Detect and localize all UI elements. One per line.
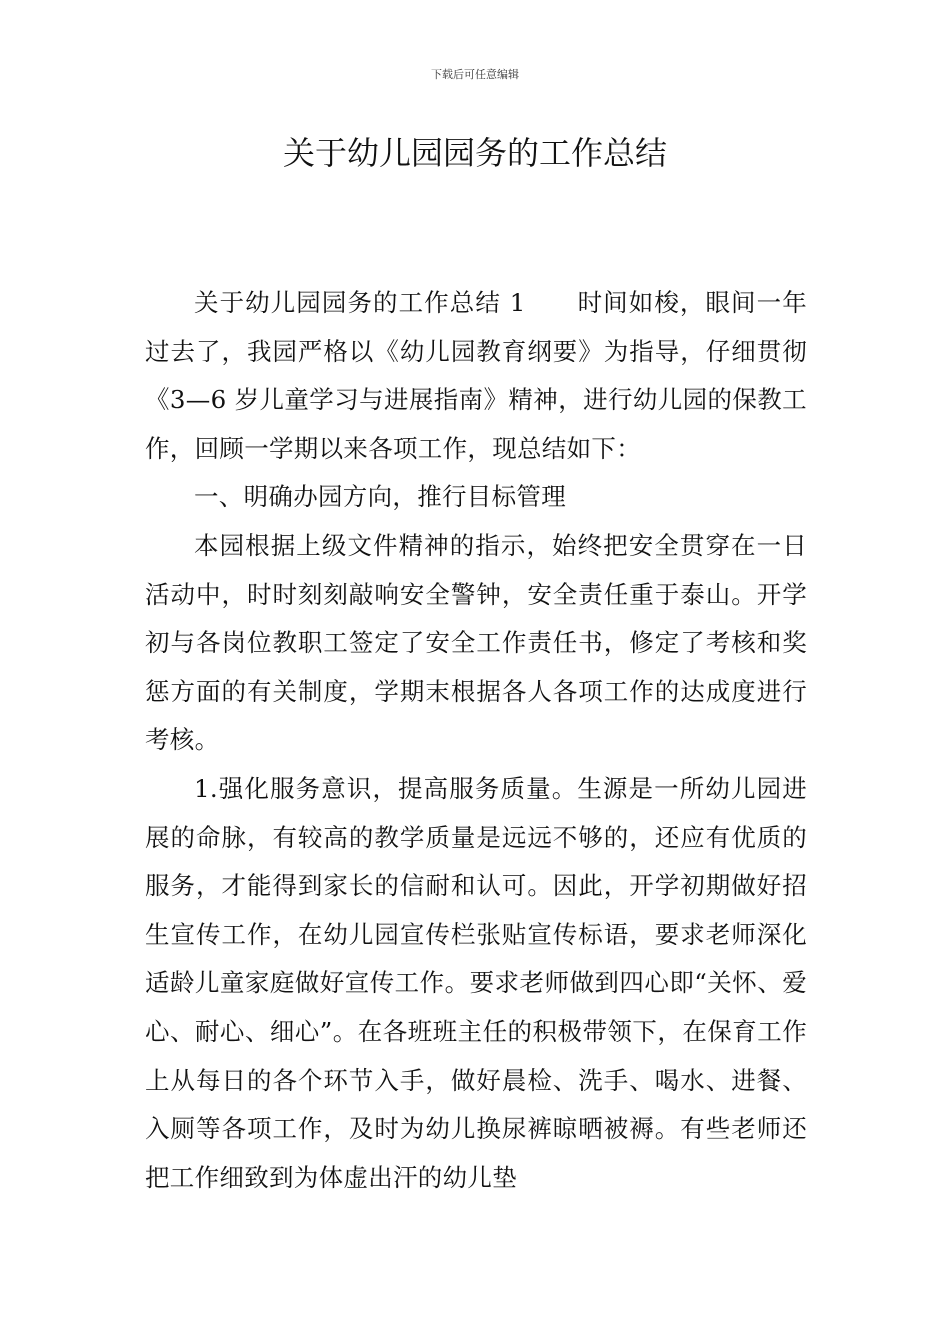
paragraph-section-heading: 一、明确办园方向，推行目标管理	[194, 482, 566, 512]
document-title: 关于幼儿园园务的工作总结	[282, 134, 667, 172]
paragraph-safety: 本园根据上级文件精神的指示，始终把安全贯穿在一日活动中，时时刻刻敲响安全警钟，安全责任重于泰山。开学初与各岗位教职工签定了安全工作责任书，修定了考核和奖惩方面的有关制度，学期末根据各人各项工作的达成度进行考核。	[145, 530, 807, 755]
paragraph-intro: 关于幼儿园园务的工作总结 1 时间如梭，眼间一年过去了，我园严格以《幼儿园教育纲要》为指导，仔细贯彻《3—6 岁儿童学习与进展指南》精神，进行幼儿园的保教工作，回顾一学期以来各项工作，现总结如下：	[145, 288, 807, 463]
header-note: 下载后可任意编辑	[431, 68, 519, 81]
paragraph-service: 1.强化服务意识，提高服务质量。生源是一所幼儿园进展的命脉，有较高的教学质量是远远不够的，还应有优质的服务，才能得到家长的信耐和认可。因此，开学初期做好招生宣传工作，在幼儿园宣传栏张贴宣传标语，要求老师深化适龄儿童家庭做好宣传工作。要求老师做到四心即“关怀、爱心、耐心、细心”。在各班班主任的积极带领下，在保育工作上从每日的各个环节入手，做好晨检、洗手、喝水、进餐、入厕等各项工作，及时为幼儿换尿裤晾晒被褥。有些老师还把工作细致到为体虚出汗的幼儿垫	[145, 773, 807, 1192]
document-body	[145, 279, 807, 1202]
